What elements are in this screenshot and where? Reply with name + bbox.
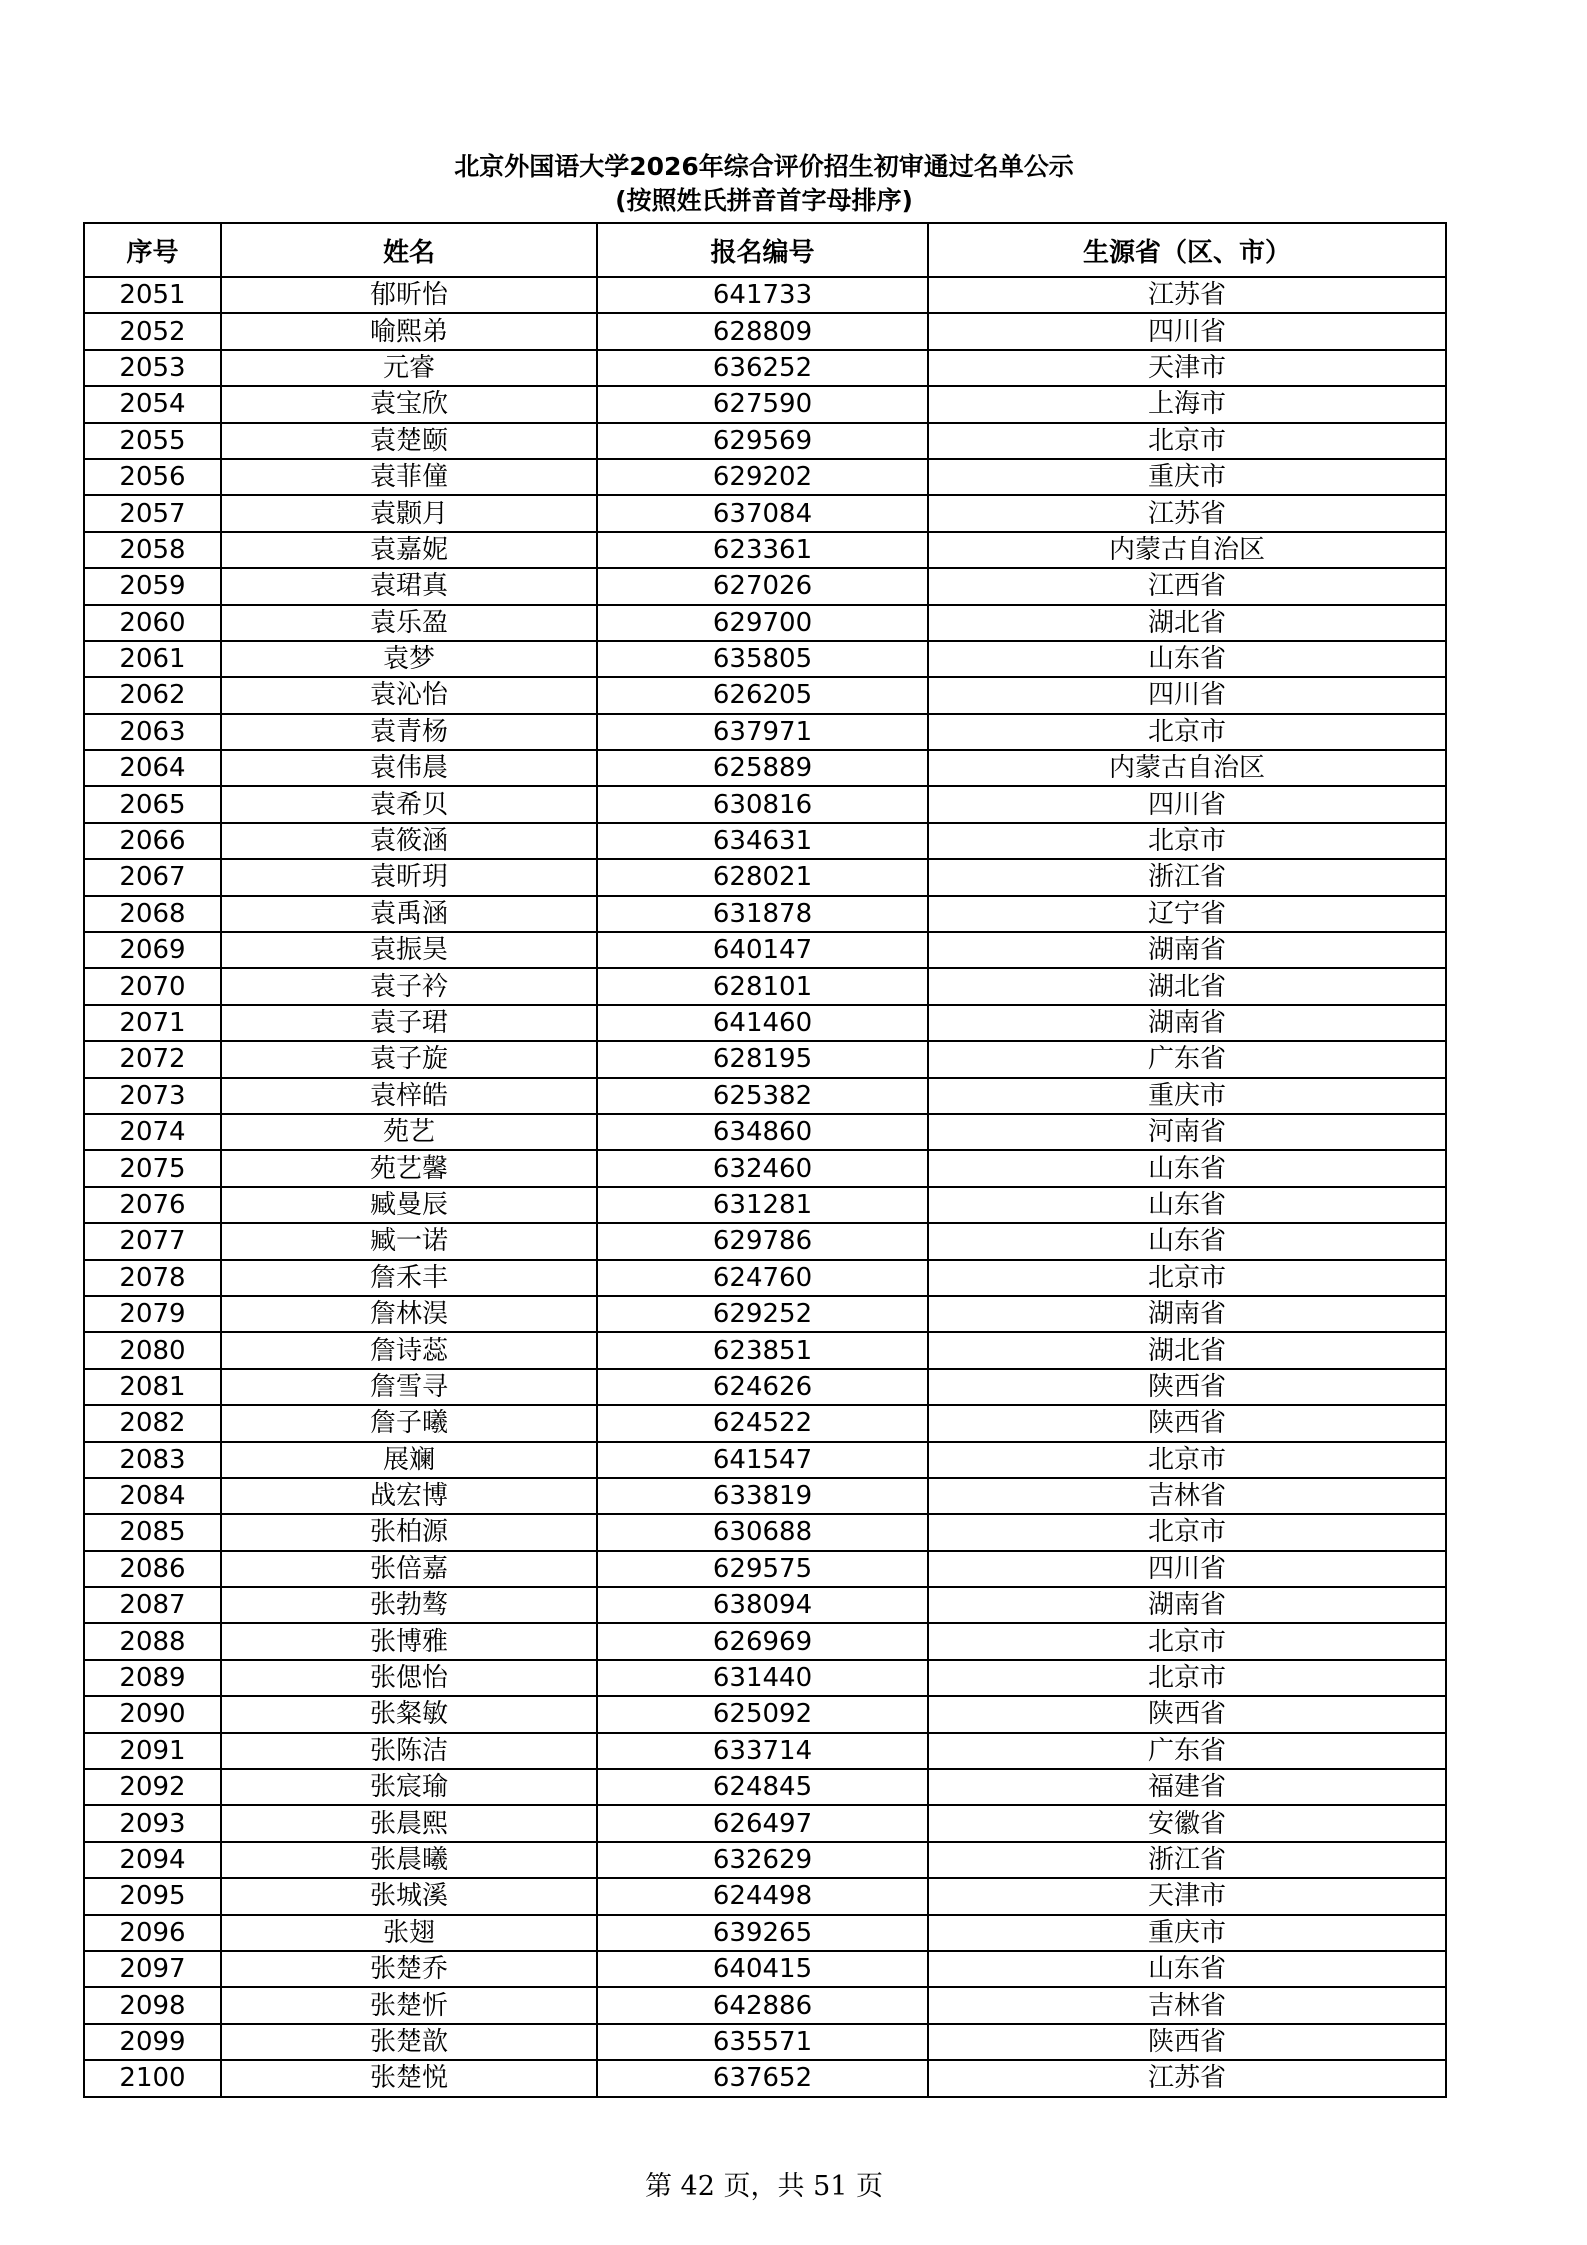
cell-name: 张博雅 bbox=[221, 1623, 597, 1659]
cell-name: 袁子旋 bbox=[221, 1041, 597, 1077]
cell-application-number: 627590 bbox=[597, 386, 928, 422]
cell-serial: 2086 bbox=[84, 1551, 221, 1587]
cell-name: 张勃骜 bbox=[221, 1587, 597, 1623]
cell-serial: 2063 bbox=[84, 714, 221, 750]
cell-application-number: 629575 bbox=[597, 1551, 928, 1587]
cell-application-number: 629700 bbox=[597, 605, 928, 641]
cell-application-number: 641733 bbox=[597, 277, 928, 313]
cell-province: 江西省 bbox=[928, 568, 1446, 604]
table-row bbox=[84, 1623, 1446, 1659]
cell-name: 喻熙弟 bbox=[221, 313, 597, 349]
cell-serial: 2061 bbox=[84, 641, 221, 677]
document-title: 北京外国语大学2026年综合评价招生初审通过名单公示 bbox=[454, 152, 1074, 181]
table-row bbox=[84, 568, 1446, 604]
cell-serial: 2074 bbox=[84, 1114, 221, 1150]
cell-name: 郁昕怡 bbox=[221, 277, 597, 313]
cell-serial: 2055 bbox=[84, 423, 221, 459]
cell-province: 重庆市 bbox=[928, 459, 1446, 495]
cell-province: 四川省 bbox=[928, 313, 1446, 349]
table-row bbox=[84, 1187, 1446, 1223]
cell-application-number: 623851 bbox=[597, 1332, 928, 1368]
cell-province: 四川省 bbox=[928, 1551, 1446, 1587]
cell-province: 广东省 bbox=[928, 1733, 1446, 1769]
cell-province: 江苏省 bbox=[928, 2060, 1446, 2096]
cell-name: 袁沁怡 bbox=[221, 677, 597, 713]
table-row bbox=[84, 1442, 1446, 1478]
cell-application-number: 632629 bbox=[597, 1842, 928, 1878]
cell-name: 袁振昊 bbox=[221, 932, 597, 968]
table-row bbox=[84, 1332, 1446, 1368]
cell-name: 张翅 bbox=[221, 1915, 597, 1951]
cell-province: 北京市 bbox=[928, 1514, 1446, 1550]
table-row bbox=[84, 350, 1446, 386]
cell-province: 山东省 bbox=[928, 1187, 1446, 1223]
cell-application-number: 627026 bbox=[597, 568, 928, 604]
header-application-number: 报名编号 bbox=[597, 223, 928, 277]
cell-serial: 2052 bbox=[84, 313, 221, 349]
cell-serial: 2072 bbox=[84, 1041, 221, 1077]
table-row bbox=[84, 1878, 1446, 1914]
cell-serial: 2073 bbox=[84, 1078, 221, 1114]
cell-name: 张城溪 bbox=[221, 1878, 597, 1914]
cell-province: 北京市 bbox=[928, 1660, 1446, 1696]
cell-serial: 2082 bbox=[84, 1405, 221, 1441]
cell-name: 张偲怡 bbox=[221, 1660, 597, 1696]
cell-name: 詹禾丰 bbox=[221, 1260, 597, 1296]
cell-application-number: 641547 bbox=[597, 1442, 928, 1478]
cell-application-number: 623361 bbox=[597, 532, 928, 568]
cell-application-number: 626497 bbox=[597, 1805, 928, 1841]
cell-serial: 2090 bbox=[84, 1696, 221, 1732]
cell-name: 詹诗蕊 bbox=[221, 1332, 597, 1368]
cell-serial: 2065 bbox=[84, 786, 221, 822]
table-row bbox=[84, 968, 1446, 1004]
cell-serial: 2081 bbox=[84, 1369, 221, 1405]
cell-province: 辽宁省 bbox=[928, 896, 1446, 932]
cell-province: 重庆市 bbox=[928, 1078, 1446, 1114]
cell-province: 湖南省 bbox=[928, 1296, 1446, 1332]
cell-province: 安徽省 bbox=[928, 1805, 1446, 1841]
cell-application-number: 637084 bbox=[597, 495, 928, 531]
cell-application-number: 640147 bbox=[597, 932, 928, 968]
table-row bbox=[84, 1951, 1446, 1987]
cell-province: 陕西省 bbox=[928, 1405, 1446, 1441]
cell-application-number: 635571 bbox=[597, 2024, 928, 2060]
cell-province: 山东省 bbox=[928, 1150, 1446, 1186]
cell-province: 浙江省 bbox=[928, 859, 1446, 895]
table-row bbox=[84, 423, 1446, 459]
cell-serial: 2078 bbox=[84, 1260, 221, 1296]
cell-province: 北京市 bbox=[928, 714, 1446, 750]
cell-serial: 2094 bbox=[84, 1842, 221, 1878]
cell-serial: 2088 bbox=[84, 1623, 221, 1659]
table-row bbox=[84, 2060, 1446, 2096]
cell-province: 陕西省 bbox=[928, 1696, 1446, 1732]
cell-application-number: 624498 bbox=[597, 1878, 928, 1914]
cell-application-number: 633714 bbox=[597, 1733, 928, 1769]
cell-province: 北京市 bbox=[928, 423, 1446, 459]
cell-name: 袁筱涵 bbox=[221, 823, 597, 859]
cell-serial: 2060 bbox=[84, 605, 221, 641]
cell-name: 袁子珺 bbox=[221, 1005, 597, 1041]
table-row bbox=[84, 313, 1446, 349]
cell-application-number: 628021 bbox=[597, 859, 928, 895]
table-row bbox=[84, 1041, 1446, 1077]
cell-application-number: 640415 bbox=[597, 1951, 928, 1987]
cell-serial: 2100 bbox=[84, 2060, 221, 2096]
cell-serial: 2051 bbox=[84, 277, 221, 313]
cell-name: 苑艺馨 bbox=[221, 1150, 597, 1186]
cell-application-number: 628195 bbox=[597, 1041, 928, 1077]
cell-application-number: 624522 bbox=[597, 1405, 928, 1441]
cell-name: 袁伟晨 bbox=[221, 750, 597, 786]
cell-application-number: 633819 bbox=[597, 1478, 928, 1514]
cell-name: 袁禹涵 bbox=[221, 896, 597, 932]
cell-province: 湖南省 bbox=[928, 1005, 1446, 1041]
cell-application-number: 638094 bbox=[597, 1587, 928, 1623]
cell-name: 张晨曦 bbox=[221, 1842, 597, 1878]
table-row bbox=[84, 386, 1446, 422]
cell-serial: 2089 bbox=[84, 1660, 221, 1696]
cell-serial: 2054 bbox=[84, 386, 221, 422]
cell-serial: 2084 bbox=[84, 1478, 221, 1514]
table-row bbox=[84, 1405, 1446, 1441]
table-row bbox=[84, 495, 1446, 531]
cell-serial: 2067 bbox=[84, 859, 221, 895]
table-row bbox=[84, 1478, 1446, 1514]
cell-serial: 2077 bbox=[84, 1223, 221, 1259]
cell-province: 陕西省 bbox=[928, 1369, 1446, 1405]
cell-serial: 2059 bbox=[84, 568, 221, 604]
cell-serial: 2056 bbox=[84, 459, 221, 495]
table-row bbox=[84, 1296, 1446, 1332]
cell-serial: 2070 bbox=[84, 968, 221, 1004]
table-row bbox=[84, 1223, 1446, 1259]
cell-serial: 2085 bbox=[84, 1514, 221, 1550]
cell-application-number: 637971 bbox=[597, 714, 928, 750]
table-row bbox=[84, 1005, 1446, 1041]
cell-province: 四川省 bbox=[928, 786, 1446, 822]
cell-name: 袁子衿 bbox=[221, 968, 597, 1004]
cell-application-number: 625382 bbox=[597, 1078, 928, 1114]
cell-serial: 2093 bbox=[84, 1805, 221, 1841]
cell-province: 湖北省 bbox=[928, 1332, 1446, 1368]
cell-serial: 2091 bbox=[84, 1733, 221, 1769]
cell-name: 臧曼辰 bbox=[221, 1187, 597, 1223]
cell-application-number: 625889 bbox=[597, 750, 928, 786]
cell-name: 袁宝欣 bbox=[221, 386, 597, 422]
table-row bbox=[84, 1660, 1446, 1696]
cell-application-number: 624845 bbox=[597, 1769, 928, 1805]
table-row bbox=[84, 641, 1446, 677]
cell-application-number: 636252 bbox=[597, 350, 928, 386]
cell-application-number: 625092 bbox=[597, 1696, 928, 1732]
cell-serial: 2071 bbox=[84, 1005, 221, 1041]
table-row bbox=[84, 605, 1446, 641]
cell-application-number: 641460 bbox=[597, 1005, 928, 1041]
cell-application-number: 634860 bbox=[597, 1114, 928, 1150]
table-row bbox=[84, 1369, 1446, 1405]
cell-serial: 2057 bbox=[84, 495, 221, 531]
table-row bbox=[84, 714, 1446, 750]
cell-application-number: 626205 bbox=[597, 677, 928, 713]
cell-name: 袁楚颐 bbox=[221, 423, 597, 459]
cell-name: 袁青杨 bbox=[221, 714, 597, 750]
cell-serial: 2087 bbox=[84, 1587, 221, 1623]
cell-name: 张楚悦 bbox=[221, 2060, 597, 2096]
cell-province: 天津市 bbox=[928, 1878, 1446, 1914]
cell-province: 吉林省 bbox=[928, 1478, 1446, 1514]
cell-application-number: 624626 bbox=[597, 1369, 928, 1405]
table-header-row bbox=[84, 223, 1446, 277]
cell-province: 江苏省 bbox=[928, 277, 1446, 313]
cell-name: 张陈洁 bbox=[221, 1733, 597, 1769]
cell-province: 广东省 bbox=[928, 1041, 1446, 1077]
cell-province: 内蒙古自治区 bbox=[928, 532, 1446, 568]
cell-province: 湖北省 bbox=[928, 968, 1446, 1004]
cell-serial: 2099 bbox=[84, 2024, 221, 2060]
cell-name: 张晨熙 bbox=[221, 1805, 597, 1841]
table-row bbox=[84, 1769, 1446, 1805]
cell-name: 袁珺真 bbox=[221, 568, 597, 604]
cell-province: 吉林省 bbox=[928, 1987, 1446, 2023]
cell-province: 重庆市 bbox=[928, 1915, 1446, 1951]
cell-application-number: 637652 bbox=[597, 2060, 928, 2096]
table-row bbox=[84, 1915, 1446, 1951]
cell-name: 臧一诺 bbox=[221, 1223, 597, 1259]
cell-application-number: 626969 bbox=[597, 1623, 928, 1659]
cell-province: 湖南省 bbox=[928, 1587, 1446, 1623]
cell-name: 张宸瑜 bbox=[221, 1769, 597, 1805]
cell-name: 袁嘉妮 bbox=[221, 532, 597, 568]
cell-application-number: 631281 bbox=[597, 1187, 928, 1223]
cell-province: 湖北省 bbox=[928, 605, 1446, 641]
cell-serial: 2079 bbox=[84, 1296, 221, 1332]
cell-serial: 2080 bbox=[84, 1332, 221, 1368]
cell-name: 袁菲僮 bbox=[221, 459, 597, 495]
table-row bbox=[84, 1260, 1446, 1296]
cell-province: 山东省 bbox=[928, 1951, 1446, 1987]
cell-name: 张楚忻 bbox=[221, 1987, 597, 2023]
cell-name: 张粲敏 bbox=[221, 1696, 597, 1732]
cell-serial: 2098 bbox=[84, 1987, 221, 2023]
cell-application-number: 642886 bbox=[597, 1987, 928, 2023]
cell-serial: 2076 bbox=[84, 1187, 221, 1223]
table-row bbox=[84, 277, 1446, 313]
table-row bbox=[84, 1805, 1446, 1841]
cell-name: 展斓 bbox=[221, 1442, 597, 1478]
header-name: 姓名 bbox=[221, 223, 597, 277]
cell-application-number: 628809 bbox=[597, 313, 928, 349]
cell-serial: 2075 bbox=[84, 1150, 221, 1186]
cell-application-number: 630688 bbox=[597, 1514, 928, 1550]
cell-serial: 2058 bbox=[84, 532, 221, 568]
cell-name: 袁梦 bbox=[221, 641, 597, 677]
header-serial: 序号 bbox=[84, 223, 221, 277]
cell-province: 江苏省 bbox=[928, 495, 1446, 531]
cell-name: 袁希贝 bbox=[221, 786, 597, 822]
table-row bbox=[84, 932, 1446, 968]
cell-serial: 2069 bbox=[84, 932, 221, 968]
cell-province: 四川省 bbox=[928, 677, 1446, 713]
cell-name: 张楚乔 bbox=[221, 1951, 597, 1987]
cell-province: 福建省 bbox=[928, 1769, 1446, 1805]
cell-province: 北京市 bbox=[928, 1260, 1446, 1296]
cell-application-number: 629786 bbox=[597, 1223, 928, 1259]
cell-province: 陕西省 bbox=[928, 2024, 1446, 2060]
cell-name: 苑艺 bbox=[221, 1114, 597, 1150]
cell-name: 张柏源 bbox=[221, 1514, 597, 1550]
table-row bbox=[84, 2024, 1446, 2060]
cell-serial: 2097 bbox=[84, 1951, 221, 1987]
cell-serial: 2068 bbox=[84, 896, 221, 932]
table-row bbox=[84, 677, 1446, 713]
cell-serial: 2092 bbox=[84, 1769, 221, 1805]
table-row bbox=[84, 459, 1446, 495]
cell-name: 詹雪寻 bbox=[221, 1369, 597, 1405]
table-row bbox=[84, 1150, 1446, 1186]
cell-application-number: 634631 bbox=[597, 823, 928, 859]
table-row bbox=[84, 786, 1446, 822]
cell-serial: 2095 bbox=[84, 1878, 221, 1914]
applicant-table bbox=[83, 222, 1447, 2098]
table-row bbox=[84, 1078, 1446, 1114]
table-row bbox=[84, 859, 1446, 895]
cell-application-number: 629202 bbox=[597, 459, 928, 495]
cell-province: 内蒙古自治区 bbox=[928, 750, 1446, 786]
table-row bbox=[84, 823, 1446, 859]
cell-name: 袁梓皓 bbox=[221, 1078, 597, 1114]
cell-province: 湖南省 bbox=[928, 932, 1446, 968]
cell-serial: 2064 bbox=[84, 750, 221, 786]
cell-application-number: 630816 bbox=[597, 786, 928, 822]
cell-name: 袁昕玥 bbox=[221, 859, 597, 895]
table-row bbox=[84, 1987, 1446, 2023]
table-row bbox=[84, 1551, 1446, 1587]
cell-province: 河南省 bbox=[928, 1114, 1446, 1150]
document-subtitle: (按照姓氏拼音首字母排序) bbox=[615, 186, 913, 215]
cell-application-number: 629569 bbox=[597, 423, 928, 459]
cell-province: 北京市 bbox=[928, 1623, 1446, 1659]
cell-serial: 2053 bbox=[84, 350, 221, 386]
cell-serial: 2083 bbox=[84, 1442, 221, 1478]
cell-name: 袁乐盈 bbox=[221, 605, 597, 641]
cell-application-number: 628101 bbox=[597, 968, 928, 1004]
cell-province: 浙江省 bbox=[928, 1842, 1446, 1878]
table-body bbox=[84, 277, 1446, 2097]
cell-name: 袁颢月 bbox=[221, 495, 597, 531]
table-row bbox=[84, 532, 1446, 568]
cell-name: 元睿 bbox=[221, 350, 597, 386]
page-number: 第 42 页，共 51 页 bbox=[644, 2171, 884, 2202]
table-row bbox=[84, 1842, 1446, 1878]
table-row bbox=[84, 1514, 1446, 1550]
cell-application-number: 629252 bbox=[597, 1296, 928, 1332]
table-row bbox=[84, 1696, 1446, 1732]
cell-application-number: 635805 bbox=[597, 641, 928, 677]
cell-application-number: 639265 bbox=[597, 1915, 928, 1951]
cell-serial: 2062 bbox=[84, 677, 221, 713]
table-row bbox=[84, 1587, 1446, 1623]
cell-application-number: 632460 bbox=[597, 1150, 928, 1186]
cell-name: 战宏博 bbox=[221, 1478, 597, 1514]
table-row bbox=[84, 750, 1446, 786]
cell-province: 天津市 bbox=[928, 350, 1446, 386]
cell-province: 山东省 bbox=[928, 641, 1446, 677]
cell-name: 张倍嘉 bbox=[221, 1551, 597, 1587]
cell-name: 张楚歆 bbox=[221, 2024, 597, 2060]
cell-serial: 2066 bbox=[84, 823, 221, 859]
cell-province: 上海市 bbox=[928, 386, 1446, 422]
cell-application-number: 631440 bbox=[597, 1660, 928, 1696]
cell-application-number: 624760 bbox=[597, 1260, 928, 1296]
header-province: 生源省（区、市） bbox=[928, 223, 1446, 277]
table-row bbox=[84, 896, 1446, 932]
cell-province: 北京市 bbox=[928, 1442, 1446, 1478]
cell-serial: 2096 bbox=[84, 1915, 221, 1951]
table-row bbox=[84, 1114, 1446, 1150]
table-row bbox=[84, 1733, 1446, 1769]
cell-application-number: 631878 bbox=[597, 896, 928, 932]
cell-province: 北京市 bbox=[928, 823, 1446, 859]
cell-province: 山东省 bbox=[928, 1223, 1446, 1259]
cell-name: 詹林淏 bbox=[221, 1296, 597, 1332]
cell-name: 詹子曦 bbox=[221, 1405, 597, 1441]
